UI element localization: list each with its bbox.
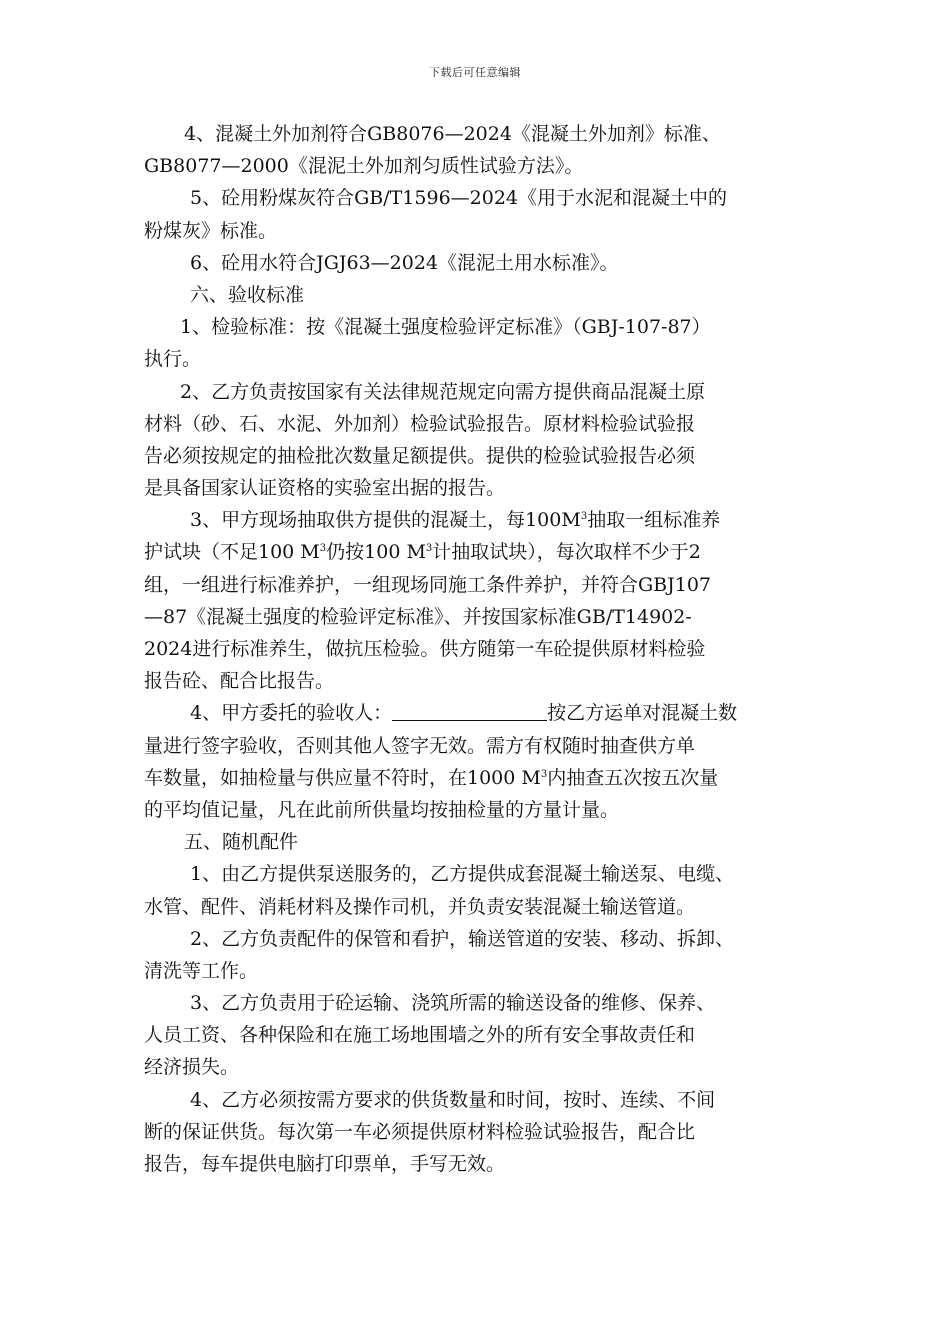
text-line: 的平均值记量，凡在此前所供量均按抽检量的方量计量。 [144, 798, 620, 821]
text-line: 是具备国家认证资格的实验室出据的报告。 [144, 477, 506, 500]
text-line: —87《混凝土强度的检验评定标准》、并按国家标准GB/T14902- [144, 605, 692, 628]
document-body [144, 118, 809, 1180]
text-line: 2、乙方负责配件的保管和看护，输送管道的安装、移动、拆卸、 [190, 927, 735, 950]
superscript: 3 [580, 511, 588, 523]
text-fragment: 计抽取试块），每次取样不少于2 [432, 541, 701, 564]
text-line: 6、砼用水符合JGJ63—2024《混泥土用水标准》。 [190, 251, 619, 274]
section-heading-accessories [144, 826, 809, 858]
paragraph-supply [144, 1084, 809, 1181]
page-header: 下载后可任意编辑 [429, 66, 521, 79]
acceptor-name-blank[interactable] [392, 700, 547, 721]
text-line [144, 762, 809, 794]
paragraph-pump-service [144, 858, 809, 922]
text-fragment: 仍按100 M [326, 541, 426, 564]
paragraph-acceptor [144, 697, 809, 826]
text-line: 4、乙方必须按需方要求的供货数量和时间，按时、连续、不间 [190, 1088, 716, 1111]
text-line: GB8077—2000《混泥土外加剂匀质性试验方法》。 [144, 155, 584, 178]
text-line: 经济损失。 [144, 1056, 240, 1079]
superscript: 3 [425, 543, 433, 555]
superscript: 3 [540, 768, 548, 780]
text-line: 执行。 [144, 348, 202, 371]
paragraph-sampling [144, 504, 809, 697]
text-line: 水管、配件、消耗材料及操作司机，并负责安装混凝土输送管道。 [144, 895, 696, 918]
text-line: 1、检验标准：按《混凝土强度检验评定标准》（GBJ-107-87） [180, 316, 711, 339]
text-line: 报告砼、配合比报告。 [144, 670, 335, 693]
text-line: 2、乙方负责按国家有关法律规范规定向需方提供商品混凝土原 [180, 380, 706, 403]
text-fragment: 护试块（不足100 M [144, 541, 320, 564]
text-line: 人员工资、各种保险和在施工场地围墙之外的所有安全事故责任和 [144, 1024, 696, 1047]
text-line: 5、砼用粉煤灰符合GB/T1596—2024《用于水泥和混凝土中的 [190, 187, 728, 210]
section-heading: 六、验收标准 [190, 283, 305, 306]
text-line: 清洗等工作。 [144, 959, 259, 982]
text-fragment: 内抽查五次按五次量 [547, 766, 719, 789]
section-heading: 五、随机配件 [184, 831, 299, 854]
text-fragment: 抽取一组标准养 [587, 509, 721, 532]
superscript: 3 [319, 543, 327, 555]
text-line: 组，一组进行标准养护，一组现场同施工条件养护，并符合GBJ107 [144, 573, 712, 596]
text-line: 4、混凝土外加剂符合GB8076—2024《混凝土外加剂》标准、 [184, 123, 721, 145]
paragraph-maintenance [144, 987, 809, 1084]
text-line: 断的保证供货。每次第一车必须提供原材料检验试验报告，配合比 [144, 1120, 696, 1143]
text-fragment: 3、甲方现场抽取供方提供的混凝土，每100M [190, 509, 581, 532]
text-line: 1、由乙方提供泵送服务的，乙方提供成套混凝土输送泵、电缆、 [190, 863, 735, 886]
text-line: 告必须按规定的抽检批次数量足额提供。提供的检验试验报告必须 [144, 444, 696, 467]
text-fragment: 按乙方运单对混凝土数 [547, 702, 738, 725]
paragraph-fly-ash [144, 182, 809, 246]
paragraph-admixture [144, 118, 809, 182]
paragraph-inspection-standard [144, 311, 809, 375]
text-line: 材料（砂、石、水泥、外加剂）检验试验报告。原材料检验试验报 [144, 412, 696, 435]
text-line: 量进行签字验收，否则其他人签字无效。需方有权随时抽查供方单 [144, 734, 696, 757]
text-line: 3、乙方负责用于砼运输、浇筑所需的输送设备的维修、保养、 [190, 992, 716, 1015]
paragraph-custody [144, 923, 809, 987]
text-line: 粉煤灰》标准。 [144, 219, 278, 242]
text-fragment: 4、甲方委托的验收人： [190, 702, 393, 725]
text-line [144, 697, 809, 729]
text-line [144, 536, 809, 568]
paragraph-water [144, 247, 809, 279]
section-heading-acceptance [144, 279, 809, 311]
text-line: 报告，每车提供电脑打印票单，手写无效。 [144, 1153, 506, 1175]
text-line: 2024进行标准养生，做抗压检验。供方随第一车砼提供原材料检验 [144, 638, 706, 660]
text-fragment: 车数量，如抽检量与供应量不符时，在1000 M [144, 766, 541, 789]
paragraph-material-reports [144, 376, 809, 505]
text-line [144, 504, 809, 536]
